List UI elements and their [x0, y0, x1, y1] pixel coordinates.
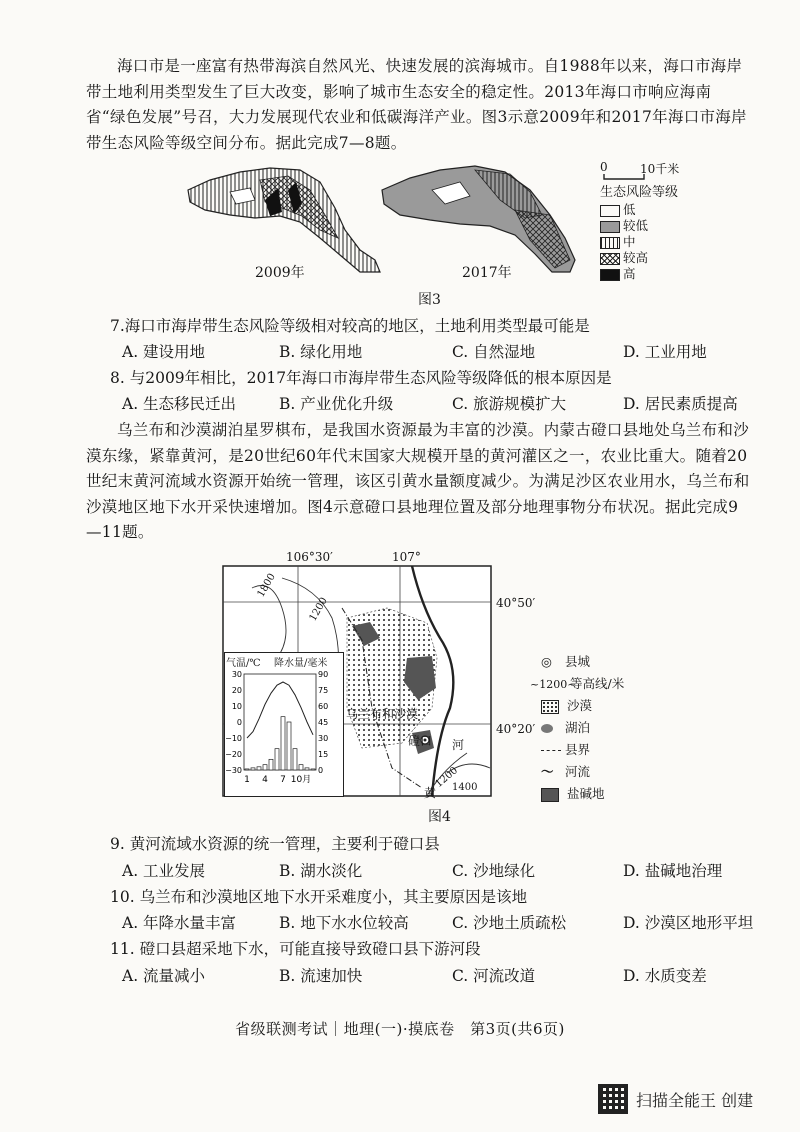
watermark-text: 扫描全能王 创建: [636, 1090, 754, 1110]
q9-option-d[interactable]: D. 盐碱地治理: [623, 862, 723, 880]
q10-option-a[interactable]: A. 年降水量丰富: [122, 914, 237, 932]
lake-icon: [541, 724, 553, 733]
q9-option-c[interactable]: C. 沙地绿化: [452, 862, 536, 880]
q7-option-c[interactable]: C. 自然湿地: [452, 343, 536, 361]
contour-1200-label: 1200: [307, 595, 330, 624]
latitude-40-20: 40°20′: [496, 722, 536, 736]
temp-tick-label: 20: [231, 686, 242, 695]
salt-land-swatch-icon: [541, 788, 559, 802]
q11-option-b[interactable]: B. 流速加快: [279, 967, 363, 985]
county-label: 磴口: [408, 734, 433, 748]
q7-option-b[interactable]: B. 绿化用地: [279, 343, 363, 361]
q10-option-b[interactable]: B. 地下水水位较高: [279, 914, 409, 932]
month-tick-label: 7: [280, 775, 286, 785]
temp-tick-label: 30: [231, 670, 242, 679]
question-9: 9. 黄河流域水资源的统一管理，主要利于磴口县: [110, 835, 440, 853]
scale-label: 10千米: [640, 162, 680, 176]
precip-bar: [251, 768, 255, 770]
page-footer: 省级联测考试｜地理(一)·摸底卷 第3页(共6页): [235, 1020, 565, 1038]
precip-tick-label: 75: [318, 686, 329, 695]
precip-bar: [281, 717, 285, 770]
legend-river: 〜 河流: [541, 764, 591, 779]
legend-swatch-medium: [600, 237, 620, 249]
legend-swatch-high: [600, 269, 620, 281]
county-icon: ◎: [541, 654, 552, 669]
scale-bar: [604, 174, 644, 179]
month-tick-label: 10月: [290, 775, 312, 785]
climate-chart: [224, 668, 342, 795]
legend-swatch-lower: [600, 221, 620, 233]
precip-tick-label: 60: [318, 702, 329, 711]
legend-county: ◎ 县城: [541, 654, 591, 669]
contour-1400-label: 1400: [452, 782, 478, 793]
map-2017-label: 2017年: [462, 265, 512, 281]
question-8: 8. 与2009年相比，2017年海口市海岸带生态风险等级降低的根本原因是: [110, 369, 612, 387]
legend-higher: 较高: [600, 248, 648, 266]
intro-paragraph-dengkou: 乌兰布和沙漠湖泊星罗棋布，是我国水资源最为丰富的沙漠。内蒙古磴口县地处乌兰布和沙漠东缘，紧靠黄河，是20世纪60年代末国家大规模开垦的黄河灌区之一，农业比重大。随着20世纪末黄河流域水资源开始统一管理，该区引黄水量额度减少。为满足沙区农业用水，乌兰布和沙漠地区地下水开采快速增加。图4示意磴口县地理位置及部分地理事物分布状况。据此完成9—11题。: [86, 421, 750, 541]
river-label-huang: 黄: [424, 786, 437, 800]
chart-temp-label: 气温/℃: [226, 658, 261, 669]
precip-tick-label: 90: [318, 670, 329, 679]
temp-tick-label: −30: [225, 766, 242, 775]
longitude-106-30: 106°30′: [286, 550, 333, 564]
river-icon: 〜: [541, 764, 554, 779]
precip-bar: [269, 759, 273, 770]
month-tick-label: 4: [262, 775, 268, 785]
temp-tick-label: 10: [231, 702, 242, 711]
q8-option-c[interactable]: C. 旅游规模扩大: [452, 395, 567, 413]
q11-option-a[interactable]: A. 流量减小: [122, 967, 206, 985]
question-11: 11. 磴口县超采地下水，可能直接导致磴口县下游河段: [110, 940, 481, 958]
legend-contour: ~1200~等高线/米: [530, 676, 625, 691]
figure-4-caption: 图4: [428, 809, 451, 825]
q7-option-a[interactable]: A. 建设用地: [122, 343, 206, 361]
precip-bar: [293, 749, 297, 770]
q9-option-a[interactable]: A. 工业发展: [122, 862, 206, 880]
river-label-he: 河: [452, 738, 465, 752]
map-2009: [188, 168, 380, 272]
desert-swatch-icon: [541, 700, 559, 714]
legend-title: 生态风险等级: [600, 185, 679, 200]
precip-bar: [245, 769, 249, 770]
question-10: 10. 乌兰布和沙漠地区地下水开采难度小，其主要原因是该地: [110, 888, 528, 906]
latitude-40-50: 40°50′: [496, 596, 536, 610]
q8-option-b[interactable]: B. 产业优化升级: [279, 395, 394, 413]
scale-zero: 0: [600, 160, 608, 174]
temperature-line: [247, 682, 313, 738]
contour-1800-label: 1800: [255, 571, 278, 600]
q7-option-d[interactable]: D. 工业用地: [623, 343, 707, 361]
question-7: 7.海口市海岸带生态风险等级相对较高的地区，土地利用类型最可能是: [110, 317, 590, 335]
q10-option-c[interactable]: C. 沙地土质疏松: [452, 914, 567, 932]
legend-medium: 中: [600, 232, 636, 250]
q9-option-b[interactable]: B. 湖水淡化: [279, 862, 363, 880]
chart-plot-frame: [244, 674, 316, 770]
desert-label: 乌兰布和沙漠: [346, 707, 419, 721]
q8-option-a[interactable]: A. 生态移民迁出: [122, 395, 237, 413]
figure-3-caption: 图3: [418, 292, 441, 308]
contour-sample-icon: ~1200~: [530, 678, 577, 691]
q10-option-d[interactable]: D. 沙漠区地形平坦: [623, 914, 754, 932]
precip-tick-label: 0: [318, 766, 324, 775]
temp-tick-label: 0: [236, 718, 242, 727]
precip-bar: [287, 722, 291, 770]
legend-salt-land: 盐碱地: [541, 784, 605, 802]
precip-bar: [305, 768, 309, 770]
legend-high: 高: [600, 264, 636, 282]
legend-swatch-low: [600, 205, 620, 217]
q11-option-c[interactable]: C. 河流改道: [452, 967, 536, 985]
intro-paragraph-haikou: 海口市是一座富有热带海滨自然风光、快速发展的滨海城市。自1988年以来，海口市海岸带土地利用类型发生了巨大改变，影响了城市生态安全的稳定性。2013年海口市响应海南省“绿色发展”号召，大力发展现代农业和低碳海洋产业。图3示意2009年和2017年海口市海岸带生态风险等级空间分布。据此完成7—8题。: [86, 57, 747, 152]
q8-option-d[interactable]: D. 居民素质提高: [623, 395, 738, 413]
map-2017: [382, 166, 575, 272]
precip-bar: [311, 769, 315, 770]
precip-tick-label: 30: [318, 734, 329, 743]
legend-desert: 沙漠: [541, 696, 592, 714]
precip-bar: [257, 767, 261, 770]
scanner-watermark: [598, 1084, 753, 1114]
precip-tick-label: 45: [318, 718, 329, 727]
legend-lake: 湖泊: [541, 718, 590, 736]
legend-swatch-higher: [600, 253, 620, 265]
precip-bar: [263, 765, 267, 770]
legend-county-boundary: 县界: [541, 740, 590, 758]
chart-precip-label: 降水量/毫米: [274, 658, 328, 669]
temp-tick-label: −20: [225, 750, 242, 759]
precip-bar: [275, 749, 279, 770]
legend-lower: 较低: [600, 216, 648, 234]
legend-low: 低: [600, 200, 636, 218]
longitude-107: 107°: [392, 550, 421, 564]
boundary-line-icon: [541, 750, 561, 751]
precip-tick-label: 15: [318, 750, 329, 759]
map-2009-label: 2009年: [255, 265, 305, 281]
q11-option-d[interactable]: D. 水质变差: [623, 967, 707, 985]
contour-1200-east-label: 1200: [433, 765, 461, 790]
temp-tick-label: −10: [225, 734, 242, 743]
precip-bar: [299, 765, 303, 770]
qr-code-icon: [598, 1084, 628, 1114]
month-tick-label: 1: [244, 775, 250, 785]
